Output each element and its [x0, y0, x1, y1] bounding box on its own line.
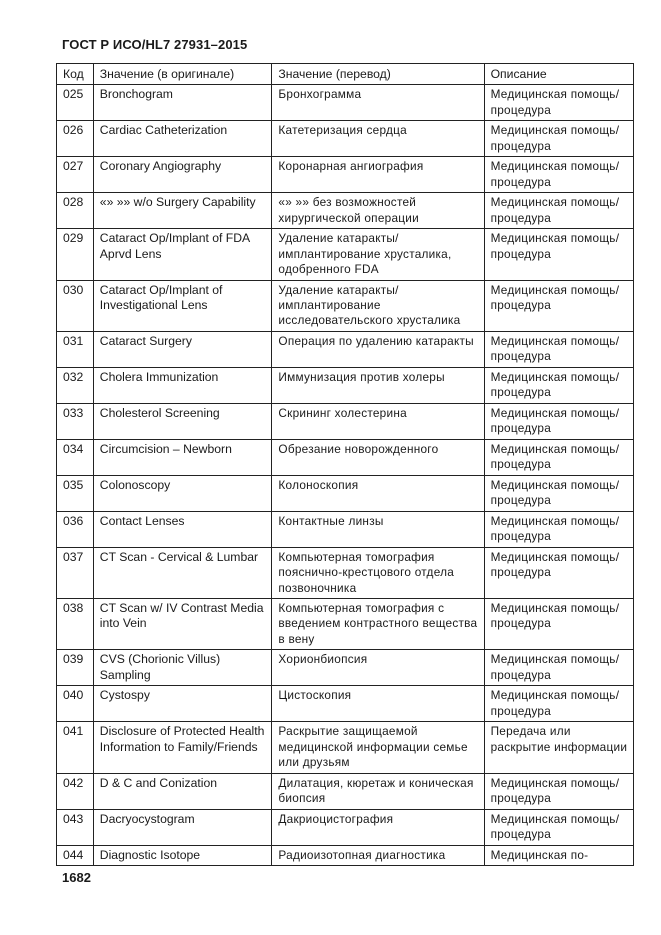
code-cell: 038	[57, 599, 94, 650]
original-cell: Colonoscopy	[93, 475, 272, 511]
table-row	[57, 229, 634, 280]
description-cell: Медицинская помощь/ процедура	[484, 403, 633, 439]
translation-cell: Иммунизация против холеры	[272, 367, 484, 403]
table-row	[57, 403, 634, 439]
description-cell: Передача или раскрытие информации	[484, 722, 633, 773]
code-cell: 025	[57, 85, 94, 121]
table-row	[57, 845, 634, 865]
table-row	[57, 331, 634, 367]
translation-cell: Контактные линзы	[272, 511, 484, 547]
code-cell: 031	[57, 331, 94, 367]
code-cell: 032	[57, 367, 94, 403]
original-cell: Cataract Op/Implant of Investigational Lens	[93, 280, 272, 331]
description-cell: Медицинская помощь/ процедура	[484, 121, 633, 157]
original-cell: D & C and Conization	[93, 773, 272, 809]
description-cell: Медицинская помощь/ процедура	[484, 229, 633, 280]
table-header-row	[57, 64, 634, 85]
original-cell: Cholera Immunization	[93, 367, 272, 403]
description-cell: Медицинская помощь/ процедура	[484, 650, 633, 686]
description-cell: Медицинская помощь/ процедура	[484, 475, 633, 511]
table-row	[57, 280, 634, 331]
original-cell: CT Scan w/ IV Contrast Media into Vein	[93, 599, 272, 650]
table-row	[57, 475, 634, 511]
translation-cell: Раскрытие защищаемой медицинской информации семье или друзьям	[272, 722, 484, 773]
table-row	[57, 809, 634, 845]
original-cell: «» »» w/o Surgery Capability	[93, 193, 272, 229]
translation-cell: Катетеризация сердца	[272, 121, 484, 157]
description-cell: Медицинская помощь/ процедура	[484, 439, 633, 475]
original-cell: Bronchogram	[93, 85, 272, 121]
code-cell: 029	[57, 229, 94, 280]
table-row	[57, 511, 634, 547]
description-cell: Медицинская помощь/ процедура	[484, 599, 633, 650]
table-row	[57, 773, 634, 809]
code-cell: 039	[57, 650, 94, 686]
description-cell: Медицинская помощь/ процедура	[484, 511, 633, 547]
table-row	[57, 85, 634, 121]
description-cell: Медицинская помощь/ процедура	[484, 686, 633, 722]
code-cell: 033	[57, 403, 94, 439]
translation-cell: Операция по удалению катаракты	[272, 331, 484, 367]
translation-cell: Хорионбиопсия	[272, 650, 484, 686]
table-row	[57, 439, 634, 475]
description-cell: Медицинская помощь/ процедура	[484, 193, 633, 229]
description-cell: Медицинская помощь/ процедура	[484, 331, 633, 367]
code-cell: 040	[57, 686, 94, 722]
code-cell: 035	[57, 475, 94, 511]
codes-table	[56, 63, 634, 866]
column-header-description: Описание	[484, 64, 633, 85]
original-cell: Cataract Surgery	[93, 331, 272, 367]
description-cell: Медицинская помощь/ процедура	[484, 367, 633, 403]
description-cell: Медицинская по-	[484, 845, 633, 865]
code-cell: 037	[57, 547, 94, 598]
translation-cell: Компьютерная томография с введением контрастного вещества в вену	[272, 599, 484, 650]
translation-cell: Удаление катаракты/ имплантирование хрусталика, одобренного FDA	[272, 229, 484, 280]
description-cell: Медицинская помощь/ процедура	[484, 809, 633, 845]
translation-cell: Радиоизотопная диагностика	[272, 845, 484, 865]
code-cell: 034	[57, 439, 94, 475]
code-cell: 042	[57, 773, 94, 809]
original-cell: CT Scan - Cervical & Lumbar	[93, 547, 272, 598]
page-number: 1682	[62, 870, 91, 885]
original-cell: Dacryocystogram	[93, 809, 272, 845]
translation-cell: Коронарная ангиография	[272, 157, 484, 193]
code-cell: 041	[57, 722, 94, 773]
original-cell: Cardiac Catheterization	[93, 121, 272, 157]
table-row	[57, 547, 634, 598]
original-cell: Circumcision – Newborn	[93, 439, 272, 475]
translation-cell: «» »» без возможностей хирургической операции	[272, 193, 484, 229]
table-row	[57, 599, 634, 650]
original-cell: Contact Lenses	[93, 511, 272, 547]
translation-cell: Колоноскопия	[272, 475, 484, 511]
column-header-translation: Значение (перевод)	[272, 64, 484, 85]
code-cell: 036	[57, 511, 94, 547]
table-row	[57, 193, 634, 229]
table-row	[57, 722, 634, 773]
description-cell: Медицинская помощь/ процедура	[484, 547, 633, 598]
original-cell: CVS (Chorionic Villus) Sampling	[93, 650, 272, 686]
original-cell: Disclosure of Protected Health Information to Family/Friends	[93, 722, 272, 773]
table-row	[57, 367, 634, 403]
table-row	[57, 686, 634, 722]
translation-cell: Дакриоцистография	[272, 809, 484, 845]
description-cell: Медицинская помощь/ процедура	[484, 157, 633, 193]
table-row	[57, 157, 634, 193]
code-cell: 044	[57, 845, 94, 865]
original-cell: Cystospy	[93, 686, 272, 722]
code-cell: 026	[57, 121, 94, 157]
translation-cell: Обрезание новорожденного	[272, 439, 484, 475]
column-header-original: Значение (в оригинале)	[93, 64, 272, 85]
code-cell: 030	[57, 280, 94, 331]
original-cell: Diagnostic Isotope	[93, 845, 272, 865]
code-cell: 027	[57, 157, 94, 193]
translation-cell: Удаление катаракты/ имплантирование исследовательского хрусталика	[272, 280, 484, 331]
table-body	[57, 85, 634, 866]
description-cell: Медицинская помощь/ процедура	[484, 85, 633, 121]
description-cell: Медицинская помощь/ процедура	[484, 280, 633, 331]
table-row	[57, 650, 634, 686]
original-cell: Coronary Angiography	[93, 157, 272, 193]
document-header: ГОСТ Р ИСО/HL7 27931–2015	[62, 37, 248, 52]
code-cell: 028	[57, 193, 94, 229]
translation-cell: Компьютерная томография пояснично-крестцового отдела позвоночника	[272, 547, 484, 598]
translation-cell: Цистоскопия	[272, 686, 484, 722]
table-row	[57, 121, 634, 157]
translation-cell: Бронхограмма	[272, 85, 484, 121]
original-cell: Cataract Op/Implant of FDA Aprvd Lens	[93, 229, 272, 280]
translation-cell: Дилатация, кюретаж и коническая биопсия	[272, 773, 484, 809]
code-cell: 043	[57, 809, 94, 845]
column-header-code: Код	[57, 64, 94, 85]
translation-cell: Скрининг холестерина	[272, 403, 484, 439]
description-cell: Медицинская помощь/ процедура	[484, 773, 633, 809]
original-cell: Cholesterol Screening	[93, 403, 272, 439]
